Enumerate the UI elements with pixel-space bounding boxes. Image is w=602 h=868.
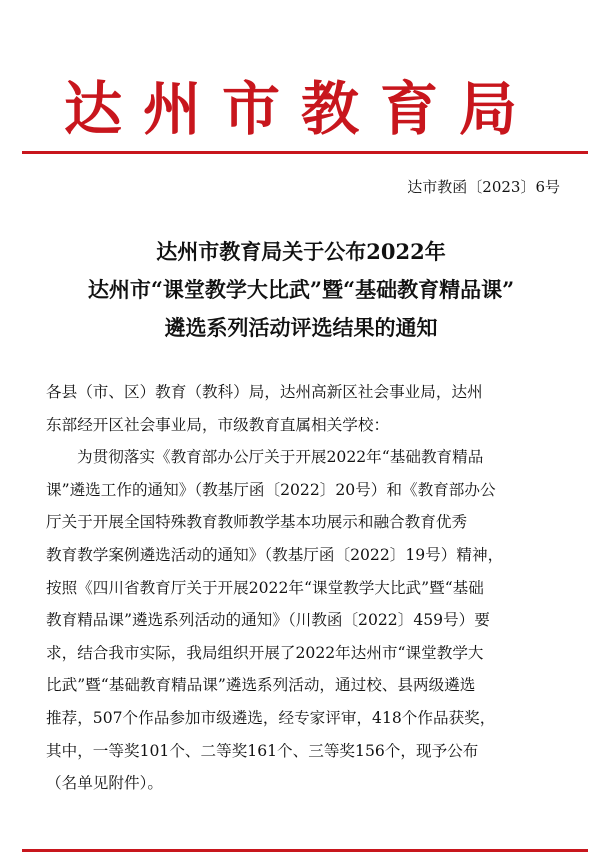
- masthead-red-rule: [22, 151, 588, 154]
- title-line-3: 遴选系列活动评选结果的通知: [164, 315, 438, 340]
- paragraph-line: 按照《四川省教育厅关于开展2022年“课堂教学大比武”暨“基础: [46, 578, 484, 597]
- paragraph-line: 其中，一等奖101个、二等奖161个、三等奖156个，现予公布: [46, 741, 479, 760]
- paragraph-line: 比武”暨“基础教育精品课”遴选系列活动，通过校、县两级遴选: [46, 676, 476, 695]
- paragraph-line: 为贯彻落实《教育部办公厅关于开展2022年“基础教育精品: [77, 448, 484, 467]
- paragraph-line: 课”遴选工作的通知》（教基厅函〔2022〕20号）和《教育部办公: [46, 480, 496, 499]
- title-line-1: 达州市教育局关于公布2022年: [156, 239, 446, 264]
- title-line-2: 达州市“课堂教学大比武”暨“基础教育精品课”: [87, 277, 515, 302]
- salutation-line-1: 各县（市、区）教育（教科）局，达州高新区社会事业局，达州: [46, 383, 483, 401]
- paragraph-line: 厅关于开展全国特殊教育教师教学基本功展示和融合教育优秀: [46, 513, 468, 532]
- paragraph-line: 教育精品课”遴选系列活动的通知》（川教函〔2022〕459号）要: [46, 611, 490, 630]
- notice-title: [0, 233, 602, 347]
- paragraph-line: 教育教学案例遴选活动的通知》（教基厅函〔2022〕19号）精神，: [46, 545, 504, 564]
- footer-red-rule: [22, 849, 588, 852]
- paragraph-line: （名单见附件）。: [46, 774, 163, 793]
- masthead: 达州市教育局: [63, 75, 538, 143]
- salutation-line-2: 东部经开区社会事业局，市级教育直属相关学校：: [46, 415, 390, 434]
- paragraph-line: 求，结合我市实际，我局组织开展了2022年达州市“课堂教学大: [46, 643, 484, 662]
- document-number: 达市教函〔2023〕6号: [407, 178, 560, 196]
- paragraph-line: 推荐，507个作品参加市级遴选，经专家评审，418个作品获奖，: [46, 708, 496, 727]
- notice-body: [46, 376, 564, 800]
